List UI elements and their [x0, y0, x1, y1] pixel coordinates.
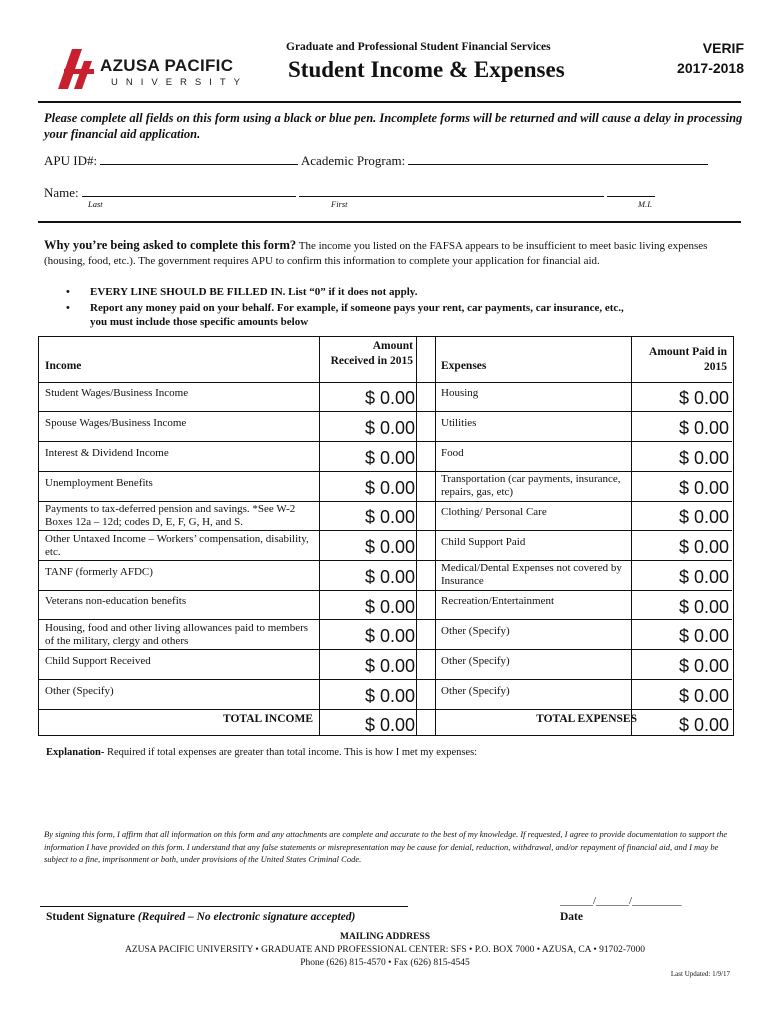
expense-amount-other-3[interactable]: $ 0.00 — [678, 686, 729, 706]
income-amount-unemployment[interactable]: $ 0.00 — [364, 478, 415, 498]
mailing-phone: Phone (626) 815-4570 • Fax (626) 815-4545 — [300, 958, 470, 968]
income-label-pension: Payments to tax-deferred pension and savings. *See W-2 Boxes 12a – 12d; codes D, E, F, G, H, and S. — [45, 503, 296, 528]
date-field[interactable]: ______/______/_________ — [560, 895, 682, 907]
expense-amount-utilities[interactable]: $ 0.00 — [678, 418, 729, 438]
expense-amount-transportation[interactable]: $ 0.00 — [678, 478, 729, 498]
expense-label-other-2: Other (Specify) — [441, 655, 510, 667]
explanation-prompt — [46, 747, 477, 758]
income-amount-spouse-wages[interactable]: $ 0.00 — [364, 418, 415, 438]
name-row — [44, 184, 655, 201]
bullet-report-money: • Report any money paid on your behalf. For example, if someone pays your rent, car payments, car insurance, etc., — [66, 302, 624, 314]
certification-statement: By signing this form, I affirm that all information on this form and any attachments are complete and accurate to the best of my knowledge. If requested, I agree to provide documentation to support the information I have provided on this form. I understand that any false statements or misrepresentation may be cause for denial, reduction, withdrawal, and/or repayment of financial aid, and I may be subject to a fine, imprisonment or both, under provisions of the United States Criminal Code. — [44, 829, 728, 864]
expense-label-utilities: Utilities — [441, 417, 477, 429]
income-label-student-wages: Student Wages/Business Income — [45, 387, 189, 399]
apu-id-field[interactable] — [100, 152, 298, 165]
logo-subtitle: UNIVERSITY — [111, 77, 249, 88]
middle-initial-field[interactable] — [607, 184, 655, 197]
mailing-address: AZUSA PACIFIC UNIVERSITY • GRADUATE AND PROFESSIONAL CENTER: SFS • P.O. BOX 7000 • AZUSA, CA • 91702-7000 — [124, 945, 646, 955]
first-name-field[interactable] — [299, 184, 604, 197]
income-amount-housing-allowances[interactable]: $ 0.00 — [364, 626, 415, 646]
expense-label-other-3: Other (Specify) — [441, 685, 510, 697]
apu-id-row — [44, 152, 708, 169]
academic-program-field[interactable] — [408, 152, 708, 165]
why-section — [44, 238, 744, 269]
name-label: Name: — [44, 185, 79, 200]
signature-note: (Required – No electronic signature accepted) — [137, 911, 356, 923]
signature-field[interactable] — [40, 880, 408, 906]
expense-label-housing: Housing — [441, 387, 479, 399]
total-income-label: TOTAL INCOME — [223, 713, 313, 725]
last-sublabel: Last — [88, 199, 103, 209]
mailing-title: MAILING ADDRESS — [339, 932, 430, 942]
apu-logo-icon — [54, 45, 100, 91]
expense-label-clothing: Clothing/ Personal Care — [441, 506, 547, 518]
expenses-header: Expenses — [441, 360, 487, 372]
income-label-other-untaxed: Other Untaxed Income – Workers’ compensation, disability, etc. — [45, 533, 309, 558]
income-header: Income — [45, 360, 82, 372]
expense-amount-other-2[interactable]: $ 0.00 — [678, 656, 729, 676]
instructions: Please complete all fields on this form using a black or blue pen. Incomplete forms will be returned and will cause a delay in processing your financial aid application. — [44, 111, 743, 141]
signature-line — [40, 906, 408, 907]
income-amount-other[interactable]: $ 0.00 — [364, 686, 415, 706]
expense-label-other-1: Other (Specify) — [441, 625, 510, 637]
bullet-report-money-cont: you must include those specific amounts below — [90, 316, 309, 328]
header-rule — [38, 101, 741, 103]
award-year: 2017-2018 — [677, 60, 744, 76]
expense-label-child-support: Child Support Paid — [441, 536, 526, 548]
income-label-spouse-wages: Spouse Wages/Business Income — [45, 417, 187, 429]
expense-amount-medical[interactable]: $ 0.00 — [678, 567, 729, 587]
last-updated: Last Updated: 1/9/17 — [670, 970, 730, 978]
income-label-veterans: Veterans non-education benefits — [45, 595, 187, 607]
expense-amount-child-support[interactable]: $ 0.00 — [678, 537, 729, 557]
department-name: Graduate and Professional Student Financial Services — [286, 41, 551, 53]
amount-received-header: Amount Received in 2015 — [330, 340, 413, 367]
section-rule — [38, 221, 741, 223]
income-expenses-table — [38, 336, 734, 736]
apu-id-label: APU ID#: — [44, 153, 98, 168]
why-question: Why you’re being asked to complete this form? — [44, 238, 297, 252]
income-amount-other-untaxed[interactable]: $ 0.00 — [364, 537, 415, 557]
expense-label-transportation: Transportation (car payments, insurance, repairs, gas, etc) — [441, 473, 621, 498]
form-code: VERIF — [702, 40, 744, 56]
mi-sublabel: M.I. — [638, 199, 653, 209]
explanation-text: Required if total expenses are greater than total income. This is how I met my expenses: — [104, 747, 478, 758]
expense-amount-recreation[interactable]: $ 0.00 — [678, 597, 729, 617]
expense-amount-housing[interactable]: $ 0.00 — [678, 388, 729, 408]
why-text: The income you listed on the FAFSA appears to be insufficient to meet basic living expenses (housing, food, etc.). The government requires APU to confirm this information to complete your application for financial aid. — [44, 240, 708, 267]
expense-label-food: Food — [441, 447, 464, 459]
income-label-interest: Interest & Dividend Income — [45, 447, 169, 459]
income-label-unemployment: Unemployment Benefits — [45, 477, 153, 489]
income-amount-interest[interactable]: $ 0.00 — [364, 448, 415, 468]
first-sublabel: First — [331, 199, 348, 209]
expense-amount-other-1[interactable]: $ 0.00 — [678, 626, 729, 646]
signature-label: Student Signature (Required – No electronic signature accepted) — [46, 911, 356, 923]
amount-paid-header: Amount Paid in 2015 — [649, 346, 727, 373]
total-expenses-amount: $ 0.00 — [678, 715, 729, 735]
explanation-field[interactable] — [44, 764, 734, 820]
income-amount-veterans[interactable]: $ 0.00 — [364, 597, 415, 617]
date-label: Date — [560, 911, 583, 923]
academic-program-label: Academic Program: — [300, 153, 406, 168]
explanation-label: Explanation- — [46, 747, 105, 758]
expense-label-recreation: Recreation/Entertainment — [441, 595, 555, 607]
income-label-tanf: TANF (formerly AFDC) — [45, 566, 153, 578]
income-label-child-support: Child Support Received — [45, 655, 151, 667]
income-amount-student-wages[interactable]: $ 0.00 — [364, 388, 415, 408]
income-amount-child-support[interactable]: $ 0.00 — [364, 656, 415, 676]
expense-amount-food[interactable]: $ 0.00 — [678, 448, 729, 468]
income-amount-pension[interactable]: $ 0.00 — [364, 507, 415, 527]
expense-amount-clothing[interactable]: $ 0.00 — [678, 507, 729, 527]
logo-wordmark: AZUSA PACIFIC — [100, 56, 234, 75]
expense-label-medical: Medical/Dental Expenses not covered by Insurance — [441, 562, 622, 587]
form-title: Student Income & Expenses — [288, 57, 565, 82]
income-label-other: Other (Specify) — [45, 685, 114, 697]
total-expenses-label: TOTAL EXPENSES — [536, 713, 637, 725]
total-income-amount: $ 0.00 — [364, 715, 415, 735]
income-amount-tanf[interactable]: $ 0.00 — [364, 567, 415, 587]
income-label-housing-allowances: Housing, food and other living allowances paid to members of the military, clergy and others — [45, 622, 309, 647]
last-name-field[interactable] — [82, 184, 296, 197]
bullet-fill-every-line: • EVERY LINE SHOULD BE FILLED IN. List “0” if it does not apply. — [66, 286, 418, 298]
